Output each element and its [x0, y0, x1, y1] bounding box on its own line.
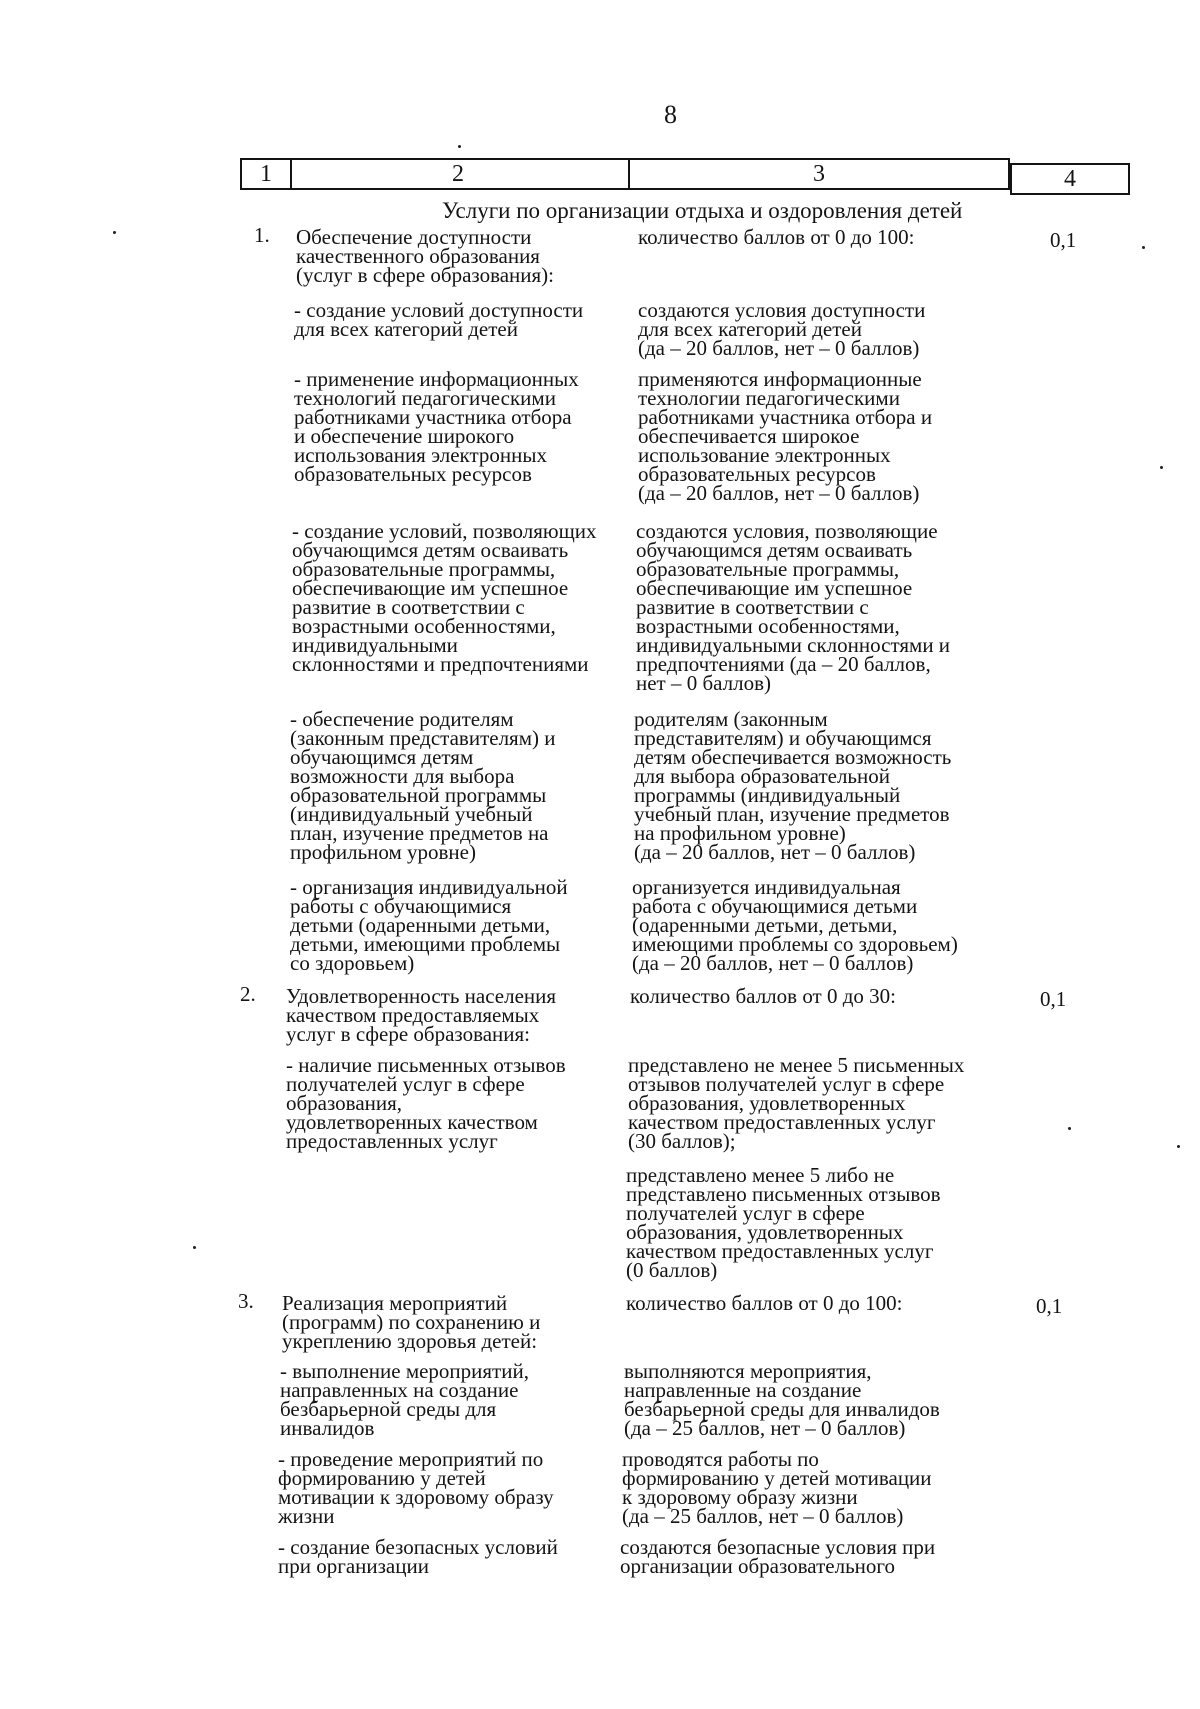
scan-speck	[1142, 246, 1145, 249]
item-1-criterion-4-indicator: - обеспечение родителям (законным представителям) и обучающимся детям возможности для выбора образовательной программы (индивидуальный учебный план, изучение предметов на профильном уровне)	[290, 707, 556, 864]
item-3-criterion-2-description: проводятся работы по формированию у детей мотивации к здоровому образу жизни (да – 25 баллов, нет – 0 баллов)	[622, 1447, 932, 1528]
page-number: 8	[664, 100, 677, 129]
item-2-criterion-1-description: представлено не менее 5 письменных отзывов получателей услуг в сфере образования, удовлетворенных качеством предоставленных услуг (30 баллов);	[628, 1053, 965, 1153]
column-header-4: 4	[1010, 163, 1130, 195]
item-2-number: 2.	[240, 982, 256, 1006]
item-1-criterion-2-indicator: - применение информационных технологий педагогическими работниками участника отбора и обеспечение широкого использования электронных образовательных ресурсов	[294, 367, 579, 486]
item-2-title: Удовлетворенность населения качеством предоставляемых услуг в сфере образования:	[286, 984, 557, 1046]
item-1-criterion-3-description: создаются условия, позволяющие обучающимся детям осваивать образовательные программы, обеспечивающие им успешное развитие в соответствии с возрастными особенностями, индивидуальными склонностями и предпочтениями (да – 20 баллов, нет – 0 баллов)	[636, 519, 951, 695]
item-1-criterion-1-description: создаются условия доступности для всех категорий детей (да – 20 баллов, нет – 0 баллов)	[638, 298, 926, 360]
scan-speck	[1177, 1145, 1180, 1148]
item-1-criterion-2-description: применяются информационные технологии педагогическими работниками участника отбора и обеспечивается широкое использование электронных образовательных ресурсов (да – 20 баллов, нет – 0 баллов)	[638, 367, 933, 505]
column-header-3: 3	[630, 158, 1010, 190]
item-1-criterion-5-indicator: - организация индивидуальной работы с обучающимися детьми (одаренными детьми, детьми, имеющими проблемы со здоровьем)	[290, 875, 568, 975]
item-3-scale: количество баллов от 0 до 100:	[626, 1291, 903, 1315]
item-1-title: Обеспечение доступности качественного образования (услуг в сфере образования):	[296, 225, 554, 287]
column-header-1: 1	[240, 158, 292, 190]
item-2-scale: количество баллов от 0 до 30:	[630, 984, 896, 1008]
item-1-scale: количество баллов от 0 до 100:	[638, 225, 915, 249]
item-3-criterion-1-indicator: - выполнение мероприятий, направленных на создание безбарьерной среды для инвалидов	[280, 1359, 529, 1440]
item-3-criterion-1-description: выполняются мероприятия, направленные на создание безбарьерной среды для инвалидов (да – 25 баллов, нет – 0 баллов)	[624, 1359, 940, 1440]
scan-speck	[1068, 1127, 1071, 1130]
item-3-criterion-3-indicator: - создание безопасных условий при организации	[278, 1535, 558, 1578]
section-title: Услуги по организации отдыха и оздоровления детей	[442, 198, 963, 223]
item-3-number: 3.	[238, 1289, 254, 1313]
item-1-criterion-3-indicator: - создание условий, позволяющих обучающимся детям осваивать образовательные программы, обеспечивающие им успешное развитие в соответствии с возрастными особенностями, индивидуальными склонностями и предпочтениями	[292, 519, 597, 676]
scan-speck	[113, 231, 116, 234]
item-1-weight: 0,1	[1050, 228, 1077, 252]
item-3-title: Реализация мероприятий (программ) по сохранению и укреплению здоровья детей:	[282, 1291, 541, 1353]
item-3-criterion-2-indicator: - проведение мероприятий по формированию у детей мотивации к здоровому образу жизни	[278, 1447, 554, 1528]
item-2-criterion-1-description-alt: представлено менее 5 либо не представлено письменных отзывов получателей услуг в сфере образования, удовлетворенных качеством предоставленных услуг (0 баллов)	[626, 1163, 941, 1282]
item-1-criterion-1-indicator: - создание условий доступности для всех категорий детей	[294, 298, 584, 341]
item-3-criterion-3-description: создаются безопасные условия при организации образовательного	[620, 1535, 936, 1578]
item-1-criterion-5-description: организуется индивидуальная работа с обучающимися детьми (одаренными детьми, детьми, имеющими проблемы со здоровьем) (да – 20 баллов, нет – 0 баллов)	[632, 875, 958, 975]
item-1-number: 1.	[254, 223, 270, 247]
column-header-2: 2	[288, 158, 630, 190]
item-2-weight: 0,1	[1040, 987, 1067, 1011]
scan-speck	[193, 1246, 196, 1249]
item-3-weight: 0,1	[1036, 1294, 1063, 1318]
column-header-row	[240, 158, 1130, 190]
item-1-criterion-4-description: родителям (законным представителям) и обучающимся детям обеспечивается возможность для выбора образовательной программы (индивидуальный учебный план, изучение предметов на профильном уровне) (да – 20 баллов, нет – 0 баллов)	[634, 707, 952, 864]
scan-speck	[458, 145, 461, 148]
item-2-criterion-1-indicator: - наличие письменных отзывов получателей услуг в сфере образования, удовлетворенных качеством предоставленных услуг	[286, 1053, 566, 1153]
scan-speck	[1160, 466, 1163, 469]
